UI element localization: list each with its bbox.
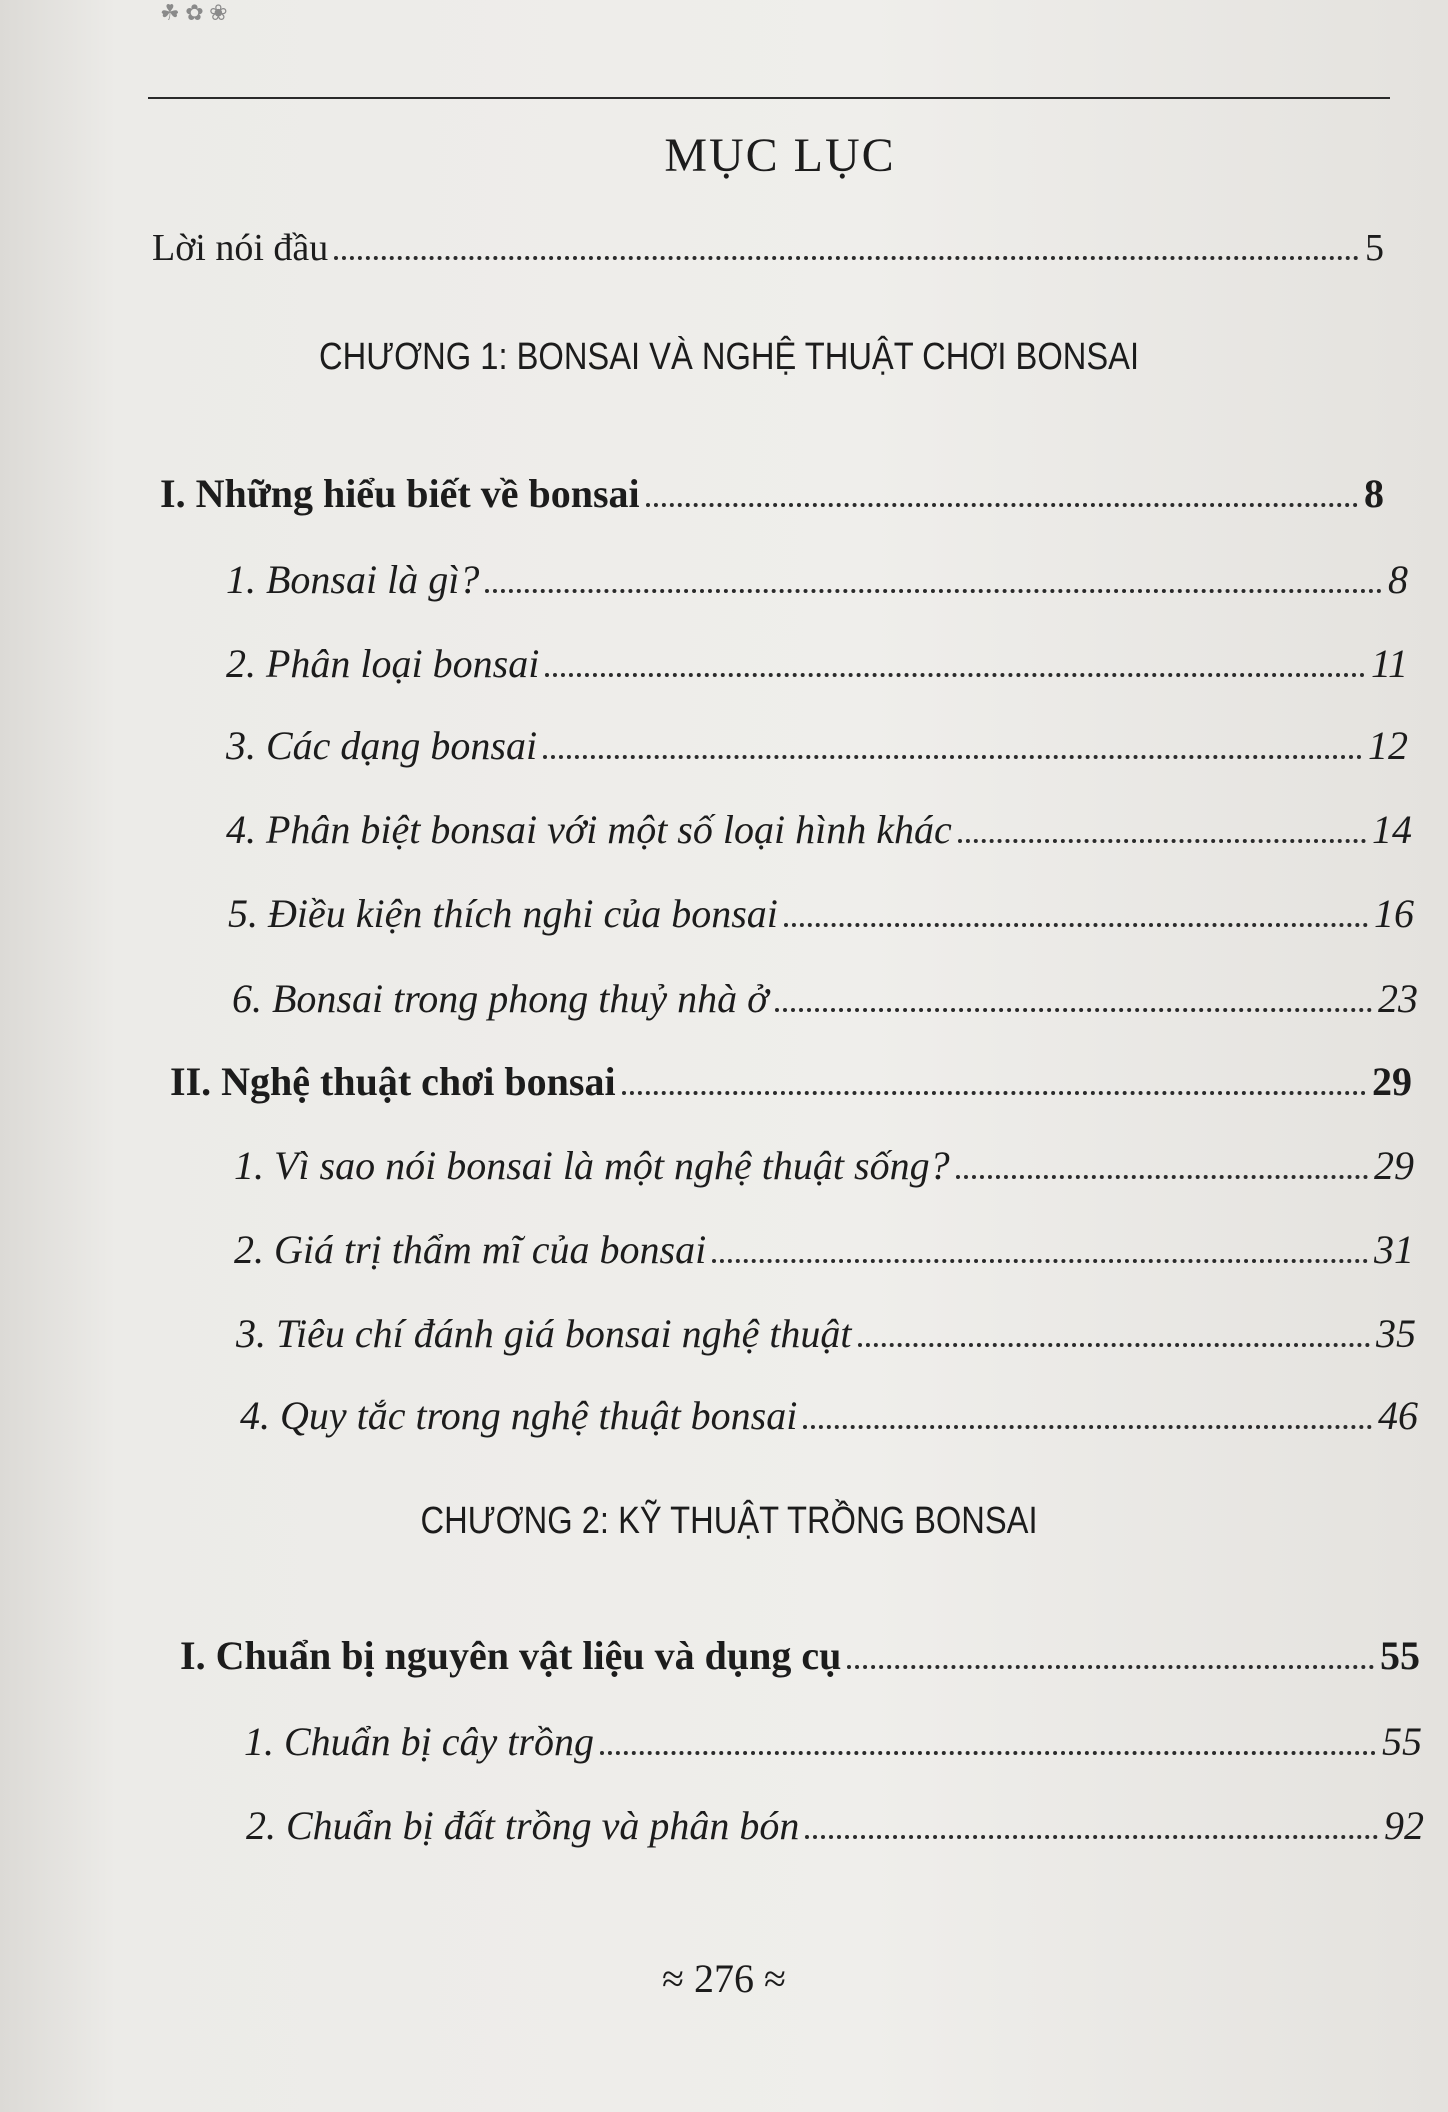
leader-dots [600, 1751, 1376, 1755]
leader-dots [543, 755, 1362, 759]
toc-entry-page: 23 [1378, 976, 1418, 1021]
toc-entry-ch2-1-1[interactable] [244, 1718, 1422, 1765]
leader-dots [956, 1175, 1368, 1179]
toc-entry-1-1[interactable] [226, 556, 1408, 603]
toc-entry-1-5[interactable] [228, 890, 1414, 937]
header-rule [148, 97, 1390, 99]
toc-entry-label: 4. Quy tắc trong nghệ thuật bonsai [240, 1393, 798, 1438]
toc-entry-2-1[interactable] [234, 1142, 1414, 1189]
toc-title: MỤC LỤC [664, 129, 896, 182]
toc-entry-page: 16 [1374, 891, 1414, 936]
toc-entry-label: 1. Chuẩn bị cây trồng [244, 1719, 594, 1764]
chapter-1-heading: CHƯƠNG 1: BONSAI VÀ NGHỆ THUẬT CHƠI BONSAI [319, 336, 1140, 378]
leader-dots [775, 1008, 1372, 1012]
leader-dots [958, 839, 1366, 843]
toc-entry-1-4[interactable] [226, 806, 1412, 853]
toc-entry-section-1[interactable] [160, 470, 1384, 517]
toc-entry-page: 55 [1382, 1719, 1422, 1764]
toc-entry-page: 8 [1364, 471, 1384, 516]
leader-dots [803, 1425, 1372, 1429]
toc-entry-page: 35 [1376, 1311, 1416, 1356]
toc-entry-label: 4. Phân biệt bonsai với một số loại hình khác [226, 807, 952, 852]
chapter-2-heading: CHƯƠNG 2: KỸ THUẬT TRỒNG BONSAI [420, 1500, 1038, 1542]
toc-entry-page: 12 [1368, 723, 1408, 768]
toc-entry-label: 1. Bonsai là gì? [226, 557, 480, 602]
toc-entry-1-3[interactable] [226, 722, 1408, 769]
header-ornament-icon: ☘ ✿ ❀ [160, 0, 228, 25]
leader-dots [485, 589, 1382, 593]
toc-entry-2-4[interactable] [240, 1392, 1418, 1439]
toc-entry-1-2[interactable] [226, 640, 1408, 687]
toc-entry-2-3[interactable] [236, 1310, 1416, 1357]
toc-entry-label: 3. Tiêu chí đánh giá bonsai nghệ thuật [236, 1311, 852, 1356]
toc-entry-page: 46 [1378, 1393, 1418, 1438]
toc-entry-page: 55 [1380, 1633, 1420, 1678]
leader-dots [334, 256, 1359, 260]
toc-entry-page: 29 [1372, 1059, 1412, 1104]
page-number-footer [0, 1955, 1448, 2002]
toc-entry-label: 1. Vì sao nói bonsai là một nghệ thuật sống? [234, 1143, 950, 1188]
toc-entry-label: Lời nói đầu [152, 227, 329, 269]
toc-entry-label: I. Những hiểu biết về bonsai [160, 471, 640, 516]
leader-dots [805, 1835, 1378, 1839]
toc-entry-ch2-section-1[interactable] [180, 1632, 1420, 1679]
leader-dots [784, 923, 1368, 927]
toc-entry-2-2[interactable] [234, 1226, 1414, 1273]
toc-entry-label: I. Chuẩn bị nguyên vật liệu và dụng cụ [180, 1633, 842, 1678]
leader-dots [646, 503, 1358, 507]
toc-entry-page: 92 [1384, 1803, 1424, 1848]
leader-dots [712, 1259, 1368, 1263]
toc-entry-preface[interactable] [152, 226, 1384, 270]
toc-entry-label: 6. Bonsai trong phong thuỷ nhà ở [232, 976, 769, 1021]
toc-entry-label: 5. Điều kiện thích nghi của bonsai [228, 891, 778, 936]
toc-entry-label: 2. Phân loại bonsai [226, 641, 540, 686]
toc-entry-page: 29 [1374, 1143, 1414, 1188]
toc-entry-page: 8 [1388, 557, 1408, 602]
toc-entry-label: II. Nghệ thuật chơi bonsai [170, 1059, 616, 1104]
leader-dots [545, 673, 1365, 677]
toc-entry-page: 14 [1372, 807, 1412, 852]
page-number: ≈ 276 ≈ [662, 1956, 786, 2001]
leader-dots [858, 1343, 1370, 1347]
toc-entry-page: 5 [1365, 227, 1384, 269]
toc-entry-ch2-1-2[interactable] [246, 1802, 1424, 1849]
toc-entry-page: 31 [1374, 1227, 1414, 1272]
leader-dots [622, 1091, 1366, 1095]
toc-entry-label: 2. Giá trị thẩm mĩ của bonsai [234, 1227, 707, 1272]
toc-entry-label: 3. Các dạng bonsai [226, 723, 538, 768]
toc-entry-label: 2. Chuẩn bị đất trồng và phân bón [246, 1803, 800, 1848]
toc-entry-1-6[interactable] [232, 975, 1418, 1022]
leader-dots [847, 1665, 1374, 1669]
toc-entry-page: 11 [1370, 641, 1408, 686]
toc-entry-section-2[interactable] [170, 1058, 1412, 1105]
